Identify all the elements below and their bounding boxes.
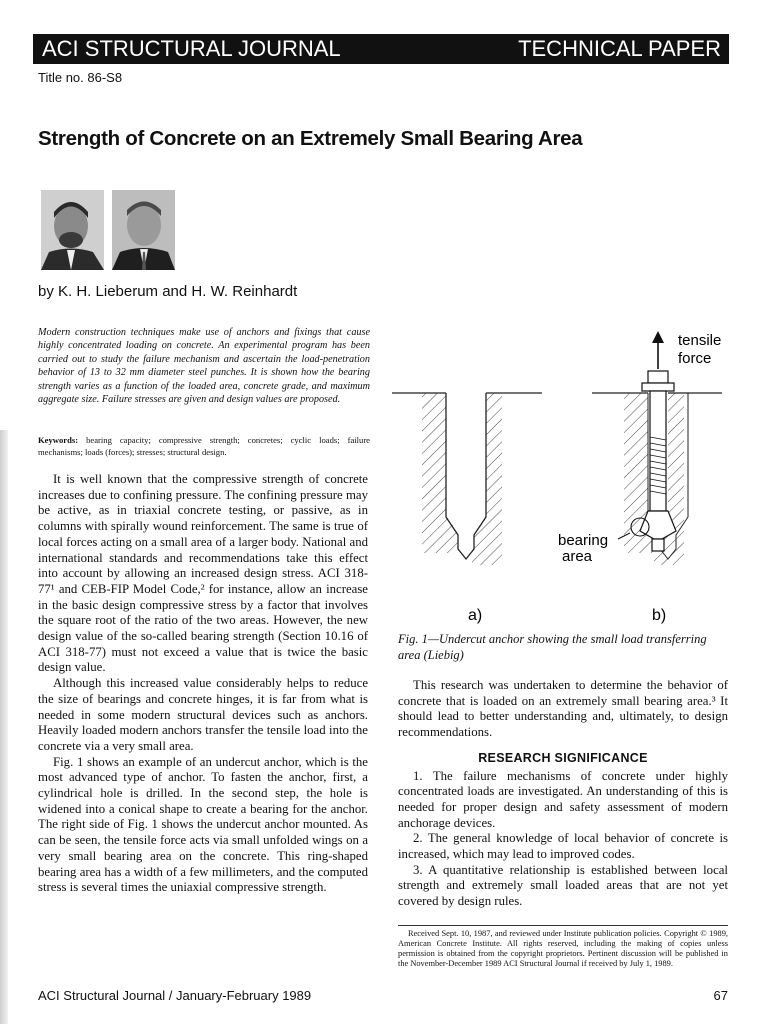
paper-title: Strength of Concrete on an Extremely Small Bearing Area xyxy=(38,127,583,150)
keywords-label: Keywords: xyxy=(38,435,79,445)
footer-journal-issue: ACI Structural Journal / January-February 1989 xyxy=(38,988,312,1003)
body-paragraph: It is well known that the compressive strength of concrete increases due to confining pressure. The confining pressure may be active, as in triaxial concrete testing, or passive, as in columns with spirally wound reinforcement. The same is true of local forces acting on a small area of a larger body. National and international standards and recommendations take this effect into account by allowing an increased design stress. ACI 318-77¹ and CEB-FIP Model Code,² for instance, allow an increase in the basic design compressive stress by a factor that involves the square root of the ratio of the two areas. However, the new design value of the so-called bearing strength (Section 10.16 of ACI 318-77) must not exceed a value that is twice the basic design value. xyxy=(38,472,368,675)
abstract: Modern construction techniques make use of anchors and fixings that cause highly concentrated loading on concrete. An experimental program has been carried out to study the failure mechanism and ascertain the load-penetration behavior of 13 to 32 mm diameter steel punches. It is shown how the bearing strength varies as a function of the loaded area, concrete grade, and maximum aggregate size. Failure stresses are given and design values are proposed. xyxy=(38,327,370,406)
footnote-text: Received Sept. 10, 1987, and reviewed under Institute publication policies. Copyright © 1989, American Concrete Institute. All rights reserved, including the making of copies unless permission is obtained from the copyright proprietors. Pertinent discussion will be published in the November-December 1989 ACI Structural Journal if received by July 1, 1989. xyxy=(398,929,728,968)
figure-1 xyxy=(392,325,728,625)
journal-header-bar xyxy=(33,34,729,64)
keywords xyxy=(38,435,370,458)
body-left-column xyxy=(38,472,368,896)
footnote xyxy=(398,925,728,969)
figure-a-drawing xyxy=(392,393,542,565)
label-b: b) xyxy=(652,607,667,624)
label-tensile: tensile xyxy=(678,332,722,349)
page-number: 67 xyxy=(713,988,728,1003)
author-photo-1 xyxy=(41,190,104,270)
journal-name: ACI STRUCTURAL JOURNAL xyxy=(42,36,341,61)
significance-item: 3. A quantitative relationship is established between local strength and extremely small loaded areas that are not yet covered by design rules. xyxy=(398,862,728,909)
author-photo-2 xyxy=(112,190,175,270)
significance-item: 1. The failure mechanisms of concrete under highly concentrated loads are investigated. An understanding of this is needed for proper design and safety assessment of modern anchorage devices. xyxy=(398,768,728,830)
significance-item: 2. The general knowledge of local behavior of concrete is increased, which may lead to improved codes. xyxy=(398,831,728,862)
section-heading: RESEARCH SIGNIFICANCE xyxy=(478,750,648,765)
body-paragraph: Fig. 1 shows an example of an undercut anchor, which is the most advanced type of anchor. To fasten the anchor, first, a cylindrical hole is drilled. In the second step, the hole is widened into a conical shape to create a bearing for the anchor. The right side of Fig. 1 shows the undercut anchor mounted. As can be seen, the tensile force acts via small unfolded wings on a very small bearing area on the concrete. This ring-shaped bearing area has a width of a few millimeters, and the computed stress is several times the uniaxial compressive strength. xyxy=(38,754,368,895)
label-area: area xyxy=(562,548,593,565)
label-bearing: bearing xyxy=(558,532,609,549)
label-a: a) xyxy=(468,607,483,624)
section-label: TECHNICAL PAPER xyxy=(518,36,721,61)
label-force: force xyxy=(678,350,712,367)
author-line: by K. H. Lieberum and H. W. Reinhardt xyxy=(38,283,298,300)
figure-caption: Fig. 1—Undercut anchor showing the small load transferring area (Liebig) xyxy=(398,632,707,662)
page-binding-shadow xyxy=(0,430,8,1024)
body-paragraph: This research was undertaken to determine the behavior of concrete that is loaded on an extremely small bearing area.³ It should lead to better understanding and, ultimately, to design recommendations. xyxy=(398,678,728,740)
body-right-column xyxy=(398,678,728,910)
keywords-text: bearing capacity; compressive strength; concretes; cyclic loads; failure mechanisms; loads (forces); stresses; structural design. xyxy=(38,435,371,457)
title-number: Title no. 86-S8 xyxy=(38,70,123,85)
body-paragraph: Although this increased value considerably helps to reduce the size of bearings and concrete hinges, it is far from what is needed in some modern structural devices such as anchors. Heavily loaded modern anchors transfer the tensile load into the concrete via a very small area. xyxy=(38,676,368,753)
